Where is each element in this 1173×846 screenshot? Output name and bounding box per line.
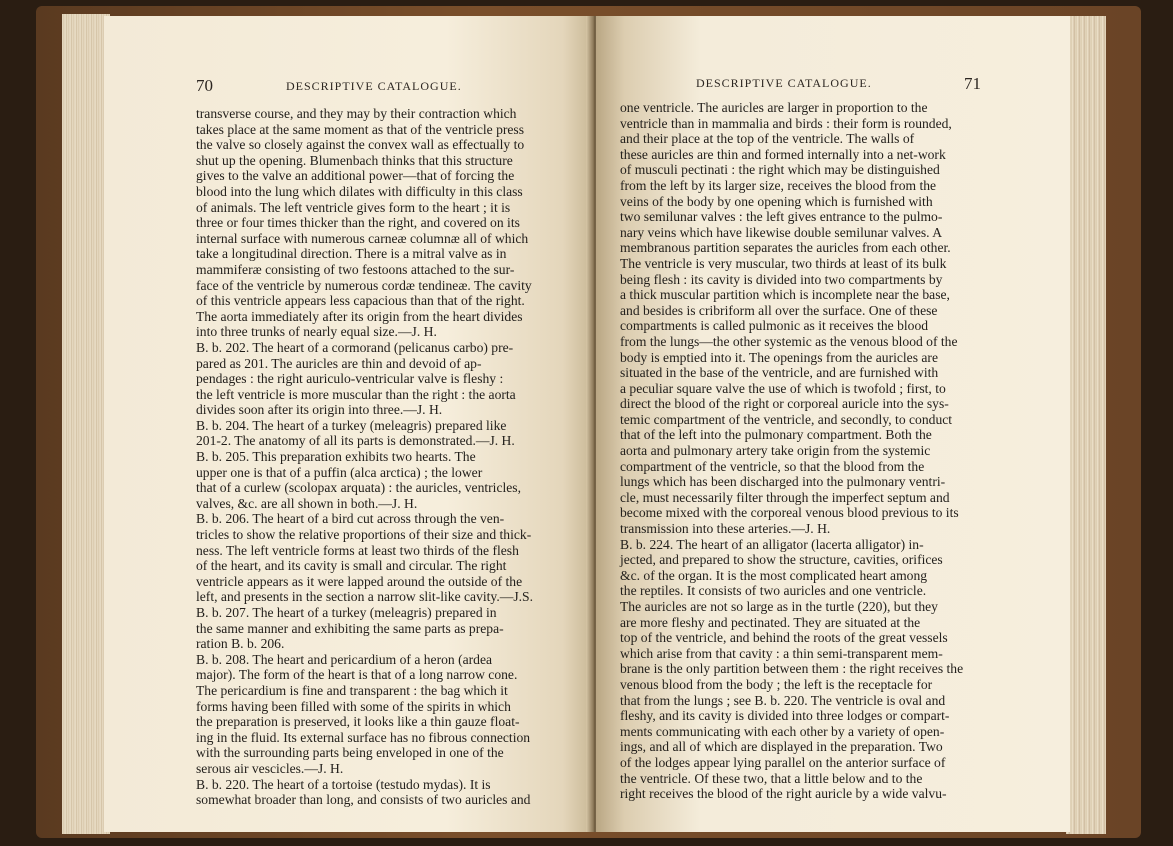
text-line: top of the ventricle, and behind the roots of the great vessels [620,630,948,646]
text-line: three or four times thicker than the right, and covered on its [196,215,520,231]
text-line: B. b. 202. The heart of a cormorand (pelicanus carbo) pre- [196,339,514,355]
text-line: compartment of the ventricle, so that the blood from the [620,458,925,474]
text-line: right receives the blood of the right auricle by a wide valvu- [620,786,947,802]
text-line: the left ventricle is more muscular than the right : the aorta [196,386,516,402]
text-line: The pericardium is fine and transparent : the bag which it [196,682,508,698]
text-line: B. b. 205. This preparation exhibits two hearts. The [196,449,476,465]
text-line: The aorta immediately after its origin from the heart divides [196,308,523,324]
text-line: nary veins which have likewise double semilunar valves. A [620,224,943,240]
text-line: aorta and pulmonary artery take origin from the systemic [620,443,931,459]
text-line: ments communicating with each other by a variety of open- [620,723,945,739]
text-line: transverse course, and they may by their contraction which [196,106,517,121]
text-line: mammiferæ consisting of two festoons attached to the sur- [196,261,515,277]
text-line: major). The form of the heart is that of a long narrow cone. [196,667,518,683]
text-line: ventricle than in mammalia and birds : their form is rounded, [620,115,952,131]
text-line: pendages : the right auriculo-ventricular valve is fleshy : [196,371,504,387]
text-line: shut up the opening. Blumenbach thinks that this structure [196,152,513,168]
text-line: the reptiles. It consists of two auricles and one ventricle. [620,583,927,599]
text-line: one ventricle. The auricles are larger in proportion to the [620,100,928,115]
text-line: ings, and all of which are displayed in the preparation. Two [620,739,943,755]
text-line: a thick muscular partition which is incomplete near the base, [620,287,950,303]
text-line: cle, must necessarily filter through the imperfect septum and [620,489,950,505]
text-line: situated in the base of the ventricle, and are furnished with [620,365,939,381]
text-line: veins of the body by one opening which is furnished with [620,193,933,209]
text-line: forms having been filled with some of the spirits in which [196,698,511,714]
text-line: that of the left into the pulmonary compartment. Both the [620,427,932,443]
text-line: a peculiar square valve the use of which is twofold ; first, to [620,380,946,396]
right-running-header: DESCRIPTIVE CATALOGUE. [696,76,872,90]
text-line: and their place at the top of the ventricle. The walls of [620,131,915,147]
text-line: blood into the lung which dilates with difficulty in this class [196,183,523,199]
text-line: B. b. 224. The heart of an alligator (lacerta alligator) in- [620,536,924,552]
text-line: body is emptied into it. The openings from the auricles are [620,349,938,365]
right-page [596,16,1070,832]
text-line: internal surface with numerous carneæ columnæ all of which [196,230,529,246]
text-line: take a longitudinal direction. There is a mitral valve as in [196,246,507,262]
text-line: B. b. 208. The heart and pericardium of a heron (ardea [196,651,493,667]
text-line: two semilunar valves : the left gives entrance to the pulmo- [620,209,943,225]
text-line: ing in the fluid. Its external surface has no fibrous connection [196,729,531,745]
text-line: left, and presents in the section a narrow slit-like cavity.—J.S. [196,589,533,605]
text-line: that from the lungs ; see B. b. 220. The ventricle is oval and [620,692,946,708]
text-line: ness. The left ventricle forms at least two thirds of the flesh [196,542,519,558]
text-line: the same manner and exhibiting the same parts as prepa- [196,620,504,636]
text-line: temic compartment of the ventricle, and secondly, to conduct [620,411,953,427]
text-line: transmission into these arteries.—J. H. [620,521,831,537]
text-line: jected, and prepared to show the structure, cavities, orifices [620,552,943,568]
text-line: face of the ventricle by numerous cordæ tendineæ. The cavity [196,277,532,293]
text-line: membranous partition separates the auricles from each other. [620,240,951,256]
text-line: B. b. 204. The heart of a turkey (meleagris) prepared like [196,417,507,433]
text-line: direct the blood of the right or corporeal auricle into the sys- [620,396,949,412]
text-line: &c. of the organ. It is the most complicated heart among [620,567,928,583]
text-line: The auricles are not so large as in the turtle (220), but they [620,599,938,614]
text-line: the preparation is preserved, it looks like a thin gauze float- [196,714,520,730]
text-line: these auricles are thin and formed internally into a net-work [620,146,946,162]
text-line: are more fleshy and pectinated. They are situated at the [620,614,921,630]
text-line: ration B. b. 206. [196,636,285,652]
text-line: that of a curlew (scolopax arquata) : the auricles, ventricles, [196,480,521,496]
text-line: pared as 201. The auricles are thin and devoid of ap- [196,355,482,371]
text-line: B. b. 206. The heart of a bird cut across through the ven- [196,511,505,527]
page-edges-right [1066,16,1106,834]
text-line: gives to the valve an additional power—that of forcing the [196,168,515,184]
text-line: upper one is that of a puffin (alca arctica) ; the lower [196,464,483,480]
text-line: takes place at the same moment as that of the ventricle press [196,121,525,137]
text-line: into three trunks of nearly equal size.—J. H. [196,324,437,340]
text-line: 201-2. The anatomy of all its parts is demonstrated.—J. H. [196,433,515,449]
text-line: B. b. 220. The heart of a tortoise (testudo mydas). It is [196,776,491,792]
text-line: of the heart, and its cavity is small and circular. The right [196,558,507,574]
text-line: from the lungs—the other systemic as the venous blood of the [620,333,958,349]
right-page-number: 71 [964,74,981,93]
text-line: being flesh : its cavity is divided into two compartments by [620,271,943,287]
right-page-body [620,100,974,802]
text-line: divides soon after its origin into three.—J. H. [196,402,443,418]
text-line: of this ventricle appears less capacious than that of the right. [196,293,525,309]
text-line: tricles to show the relative proportions of their size and thick- [196,527,532,543]
text-line: somewhat broader than long, and consists of two auricles and [196,792,531,808]
text-line: brane is the only partition between them : the right receives the [620,661,964,677]
text-line: and besides is cribriform all over the surface. One of these [620,302,938,318]
text-line: with the surrounding parts being enveloped in one of the [196,745,504,761]
text-line: become mixed with the corporeal venous blood previous to its [620,505,959,521]
text-line: the valve so closely against the convex wall as effectually to [196,137,525,153]
left-page-number: 70 [196,76,213,95]
text-line: the ventricle. Of these two, that a little below and to the [620,770,923,786]
text-line: fleshy, and its cavity is divided into three lodges or compart- [620,708,950,724]
text-line: lungs which has been discharged into the pulmonary ventri- [620,474,946,490]
text-line: of the lodges appear lying parallel on the anterior surface of [620,754,946,770]
left-page [104,16,592,832]
text-line: of animals. The left ventricle gives form to the heart ; it is [196,199,511,215]
text-line: B. b. 207. The heart of a turkey (meleagris) prepared in [196,605,497,620]
text-line: compartments is called pulmonic as it receives the blood [620,318,929,334]
text-line: The ventricle is very muscular, two thirds at least of its bulk [620,255,947,271]
text-line: valves, &c. are all shown in both.—J. H. [196,495,418,511]
text-line: which arise from that cavity : a thin semi-transparent mem- [620,645,943,661]
text-line: serous air vescicles.—J. H. [196,760,344,776]
text-line: ventricle appears as it were lapped around the outside of the [196,573,523,589]
left-running-header: DESCRIPTIVE CATALOGUE. [286,79,462,93]
left-page-body [196,106,562,808]
text-line: from the left by its larger size, receives the blood from the [620,177,937,193]
text-line: of musculi pectinati : the right which may be distinguished [620,162,940,178]
page-edges-left [62,14,110,834]
text-line: venous blood from the body ; the left is the receptacle for [620,676,933,692]
